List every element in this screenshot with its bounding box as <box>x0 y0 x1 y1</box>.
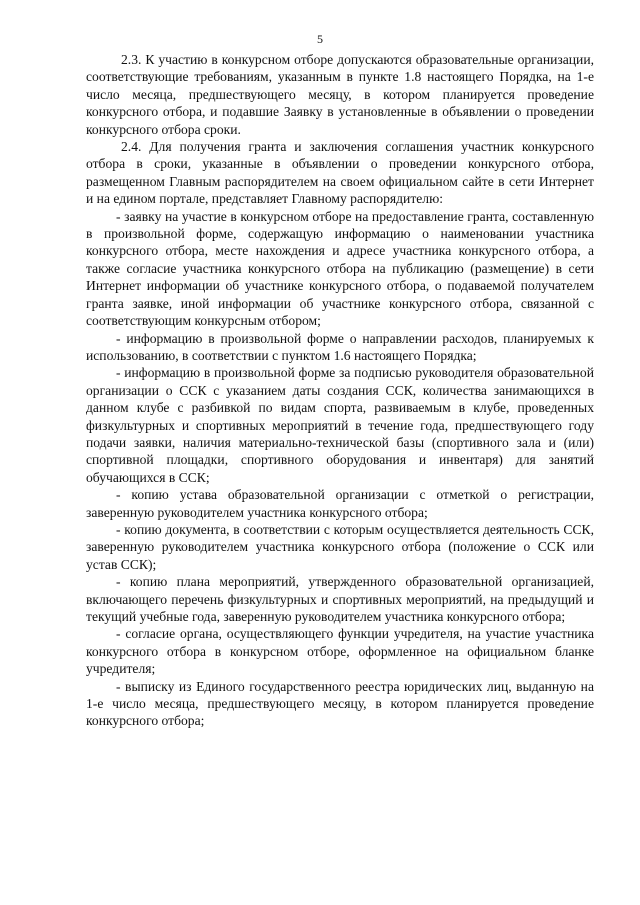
paragraph-2-4: 2.4. Для получения гранта и заключения соглашения участник конкурсного отбора в сроки, указанные в объявлении о проведении конкурсного отбора, размещенном Главным распорядителем на своем официальном сайте в сети Интернет и на едином портале, представляет Главному распорядителю: <box>86 139 594 207</box>
paragraph-2-3: 2.3. К участию в конкурсном отборе допускаются образовательные организации, соответствующие требованиям, указанным в пункте 1.8 настоящего Порядка, на 1-е число месяца, предшествующего месяцу, в котором планируется проведение конкурсного отбора, и подавшие Заявку в установленные в объявлении о проведении конкурсного отбора сроки. <box>86 52 594 137</box>
page-number: 5 <box>317 32 323 46</box>
document-body <box>86 51 594 730</box>
list-item-ssk-document-copy: - копию документа, в соответствии с которым осуществляется деятельность ССК, заверенную руководителем участника конкурсного отбора (положение о ССК или устав ССК); <box>86 521 594 572</box>
list-item-events-plan-copy: - копию плана мероприятий, утвержденного образовательной организацией, включающего перечень физкультурных и спортивных мероприятий, на предыдущий и текущий учебные года, заверенную руководителем участника конкурсного отбора; <box>86 574 594 624</box>
list-item-egrul-extract: - выписку из Единого государственного реестра юридических лиц, выданную на 1-е число месяца, предшествующего месяцу, в котором планируется проведение конкурсного отбора; <box>86 678 594 729</box>
list-item-ssk-info: - информацию в произвольной форме за подписью руководителя образовательной организации о ССК с указанием даты создания ССК, количества занимающихся в данном клубе с разбивкой по видам спорта, развиваемым в клубе, проведенных физкультурных и спортивных мероприятий в течение года, предшествующего году подачи заявки, наличия материально-технической базы (спортивного зала и (или) спортивной площадки, спортивного оборудования и инвентаря) для занятий обучающихся в ССК; <box>86 365 594 485</box>
list-item-founder-consent: - согласие органа, осуществляющего функции учредителя, на участие участника конкурсного отбора в конкурсном отборе, оформленное на официальном бланке учредителя; <box>86 626 594 677</box>
list-item-application: - заявку на участие в конкурсном отборе на предоставление гранта, составленную в произвольной форме, содержащую информацию о наименовании участника конкурсного отбора, месте нахождения и адресе участника конкурсного отбора, а также согласие участника конкурсного отбора на публикацию (размещение) в сети Интернет информации об участнике конкурсного отбора, о подаваемой получателем гранта заявке, иной информации об участнике конкурсного отбора, связанной с соответствующим конкурсным отбором; <box>86 208 594 329</box>
list-item-expenses-info: - информацию в произвольной форме о направлении расходов, планируемых к использованию, в соответствии с пунктом 1.6 настоящего Порядка; <box>86 330 594 363</box>
list-item-charter-copy: - копию устава образовательной организации с отметкой о регистрации, заверенную руководителем участника конкурсного отбора; <box>86 487 594 520</box>
